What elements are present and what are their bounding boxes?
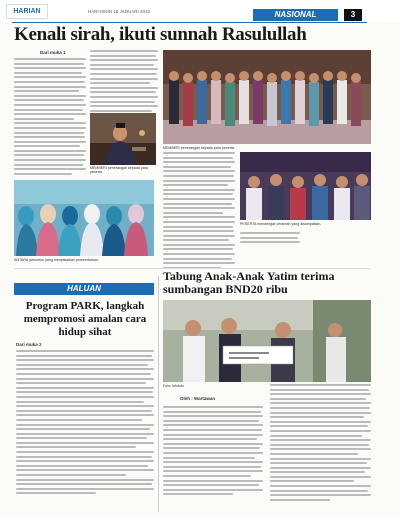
main-text-column-1 [14,58,86,177]
speaker-photo [90,113,156,165]
audience-photo [14,180,154,256]
speaker-photo-caption: MEMBERI penerangan kepada para peserta. [90,166,148,175]
tabung-text-col-2 [270,384,371,503]
column-divider [158,276,159,512]
logo: HARIAN [6,4,48,19]
masthead [0,0,400,22]
date-line: HARI ISNIN 18 JANUARI 2010 [88,9,151,14]
donation-photo [163,300,371,382]
participants-photo-caption: PESERTA mendengar ceramah yang disampaikan. [240,222,322,226]
audience-photo-caption: ANTARA penonton yang menyaksikan persembahan. [14,258,99,262]
tabung-headline: Tabung Anak-Anak Yatim terima sumbangan BND20 ribu [163,269,335,296]
main-headline: Kenali sirah, ikuti sunnah Rasulullah [14,24,307,45]
group-photo-top [163,50,371,144]
audience-photo-image [14,180,154,256]
donation-photo-image [163,300,371,382]
haluan-text [16,350,154,497]
top-rule [12,22,367,23]
tabung-byline: Oleh : Wartawan [180,396,216,401]
donation-photo-caption: Foto: Infofoto [163,384,185,388]
group-photo-top-caption: MEMBERI penerangan kepada para peserta. [163,146,235,150]
group-photo-top-image [163,50,371,144]
main-text-column-4 [240,232,371,246]
haluan-headline: Program PARK, langkah mempromosi amalan cara hidup sihat [23,300,147,338]
page-number: 3 [344,9,362,21]
main-text-column-2 [90,50,158,114]
main-byline: Dari muka 1 [40,50,66,55]
haluan-section-bar: HALUAN [14,283,154,295]
tabung-text-col-1 [163,406,263,498]
speaker-photo-image [90,113,156,165]
participants-photo-image [240,152,371,220]
participants-photo [240,152,371,220]
haluan-byline: Dari muka 2 [16,342,42,347]
section-label: NASIONAL [253,9,338,21]
main-text-column-3 [163,152,235,271]
